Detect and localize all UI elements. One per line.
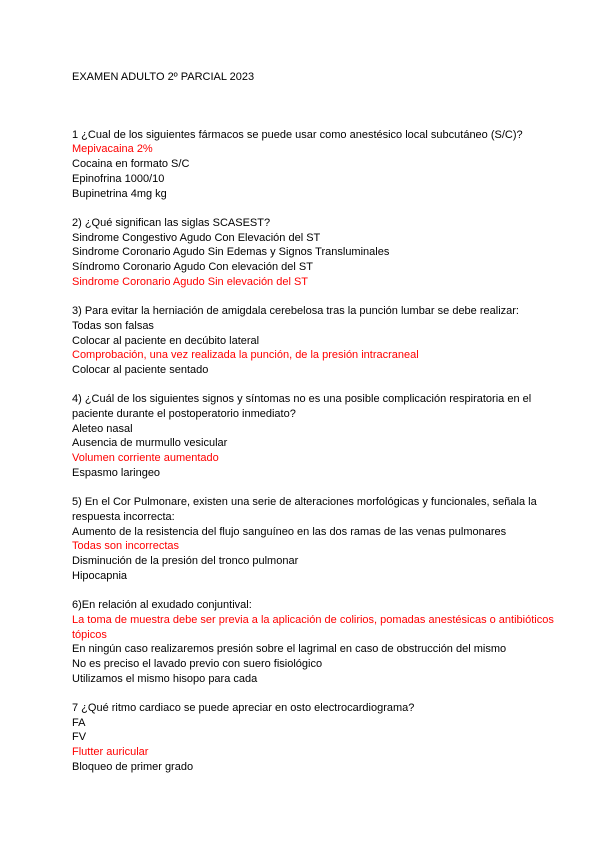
answer-option: Colocar al paciente sentado [72,363,209,376]
answer-option: Sindrome Coronario Agudo Sin Edemas y Signos Transluminales [72,246,390,259]
document-page [72,70,572,789]
answer-option: FA [72,716,86,729]
answer-option: Comprobación, una vez realizada la punción, de la presión intracraneal [72,349,419,362]
question-2 [72,216,572,290]
question-1 [72,128,572,202]
question-text: 1 ¿Cual de los siguientes fármacos se puede usar como anestésico local subcutáneo (S/C)? [72,128,523,141]
answer-option: La toma de muestra debe ser previa a la aplicación de colirios, pomadas anestésicas o antibióticos tópicos [72,613,554,641]
question-text: 7 ¿Qué ritmo cardiaco se puede apreciar en osto electrocardiograma? [72,702,415,715]
answer-option: Espasmo laringeo [72,466,161,479]
answer-option: Flutter auricular [72,746,149,759]
answer-option: Utilizamos el mismo hisopo para cada [72,672,258,685]
answer-option: Aumento de la resistencia del flujo sanguíneo en las dos ramas de las venas pulmonares [72,525,507,538]
answer-option: FV [72,731,87,744]
answer-option: Epinofrina 1000/10 [72,172,165,185]
question-text: 4) ¿Cuál de los siguientes signos y síntomas no es una posible complicación respiratoria en el paciente durante el postoperatorio inmediato? [72,393,532,421]
exam-title: EXAMEN ADULTO 2º PARCIAL 2023 [72,71,255,83]
question-3 [72,304,572,378]
question-text: 6)En relación al exudado conjuntival: [72,599,252,612]
answer-option: Cocaina en formato S/C [72,158,190,171]
question-text: 2) ¿Qué significan las siglas SCASEST? [72,216,271,229]
answer-option: Hipocapnia [72,569,128,582]
answer-option: En ningún caso realizaremos presión sobre el lagrimal en caso de obstrucción del mismo [72,643,507,656]
answer-option: Colocar al paciente en decúbito lateral [72,334,260,347]
answer-option: Ausencia de murmullo vesicular [72,437,228,450]
answer-option: Síndromo Coronario Agudo Con elevación del ST [72,261,313,274]
answer-option: Todas son falsas [72,319,154,332]
answer-option: Disminución de la presión del tronco pulmonar [72,555,299,568]
question-text: 5) En el Cor Pulmonare, existen una serie de alteraciones morfológicas y funcionales, señala la respuesta incorrecta: [72,496,537,523]
answer-option: Volumen corriente aumentado [72,452,219,465]
question-text: 3) Para evitar la herniación de amigdala cerebelosa tras la punción lumbar se debe realizar: [72,305,519,318]
question-6 [72,598,572,686]
answer-option: Sindrome Coronario Agudo Sin elevación del ST [72,275,309,288]
answer-option: Mepivacaina 2% [72,143,153,156]
answer-option: Bloqueo de primer grado [72,760,194,773]
question-4 [72,392,572,480]
answer-option: Aleteo nasal [72,422,133,435]
answer-option: No es preciso el lavado previo con suero fisiológico [72,657,323,670]
question-7 [72,701,572,775]
answer-option: Bupinetrina 4mg kg [72,187,167,200]
question-5 [72,495,572,583]
answer-option: Todas son incorrectas [72,540,179,553]
answer-option: Sindrome Congestivo Agudo Con Elevación del ST [72,231,321,244]
